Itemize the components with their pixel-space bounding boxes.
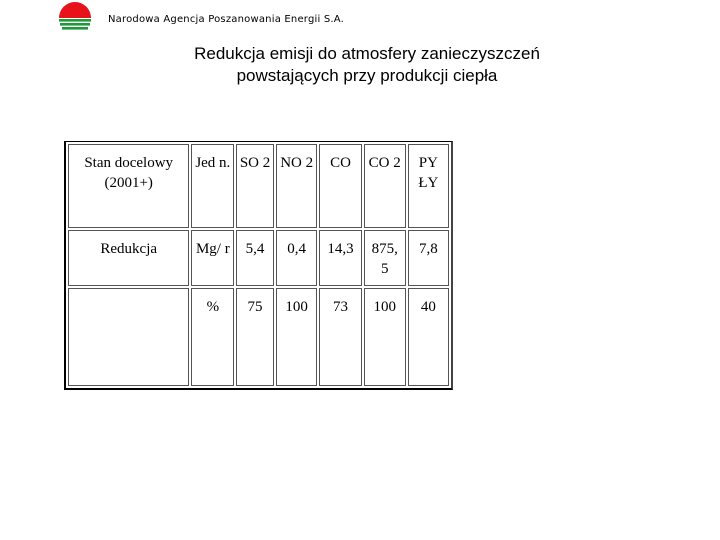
header-cell: Jed n. [191, 144, 234, 228]
table-cell: 73 [319, 288, 361, 386]
table-cell: Mg/ r [191, 230, 234, 286]
title-line-2: powstających przy produkcji ciepła [236, 66, 498, 85]
table-cell: 0,4 [276, 230, 318, 286]
header-cell: PY ŁY [408, 144, 449, 228]
header-cell: NO 2 [276, 144, 318, 228]
organization-name: Narodowa Agencja Poszanowania Energii S.A. [108, 14, 344, 25]
logo-stripe [59, 19, 91, 22]
table-cell [68, 288, 189, 386]
table-cell: 875, 5 [364, 230, 406, 286]
header-cell: CO [319, 144, 361, 228]
table-row [68, 288, 449, 386]
table-cell: Redukcja [68, 230, 189, 286]
page-title [0, 43, 720, 87]
table-cell: 5,4 [236, 230, 274, 286]
header-cell: Stan docelowy (2001+) [68, 144, 189, 228]
napе-logo-icon [54, 2, 96, 32]
emission-reduction-table [64, 141, 453, 390]
table-cell: 100 [276, 288, 318, 386]
table-cell: % [191, 288, 234, 386]
logo-stripe [62, 27, 88, 30]
table-cell: 40 [408, 288, 449, 386]
table-cell: 14,3 [319, 230, 361, 286]
logo-stripe [60, 23, 90, 26]
header-cell: CO 2 [364, 144, 406, 228]
table-cell: 100 [364, 288, 406, 386]
table-row [68, 230, 449, 286]
table-header-row [68, 144, 449, 228]
header-cell: SO 2 [236, 144, 274, 228]
title-line-1: Redukcja emisji do atmosfery zanieczyszczeń [194, 44, 540, 63]
table-cell: 75 [236, 288, 274, 386]
table-cell: 7,8 [408, 230, 449, 286]
